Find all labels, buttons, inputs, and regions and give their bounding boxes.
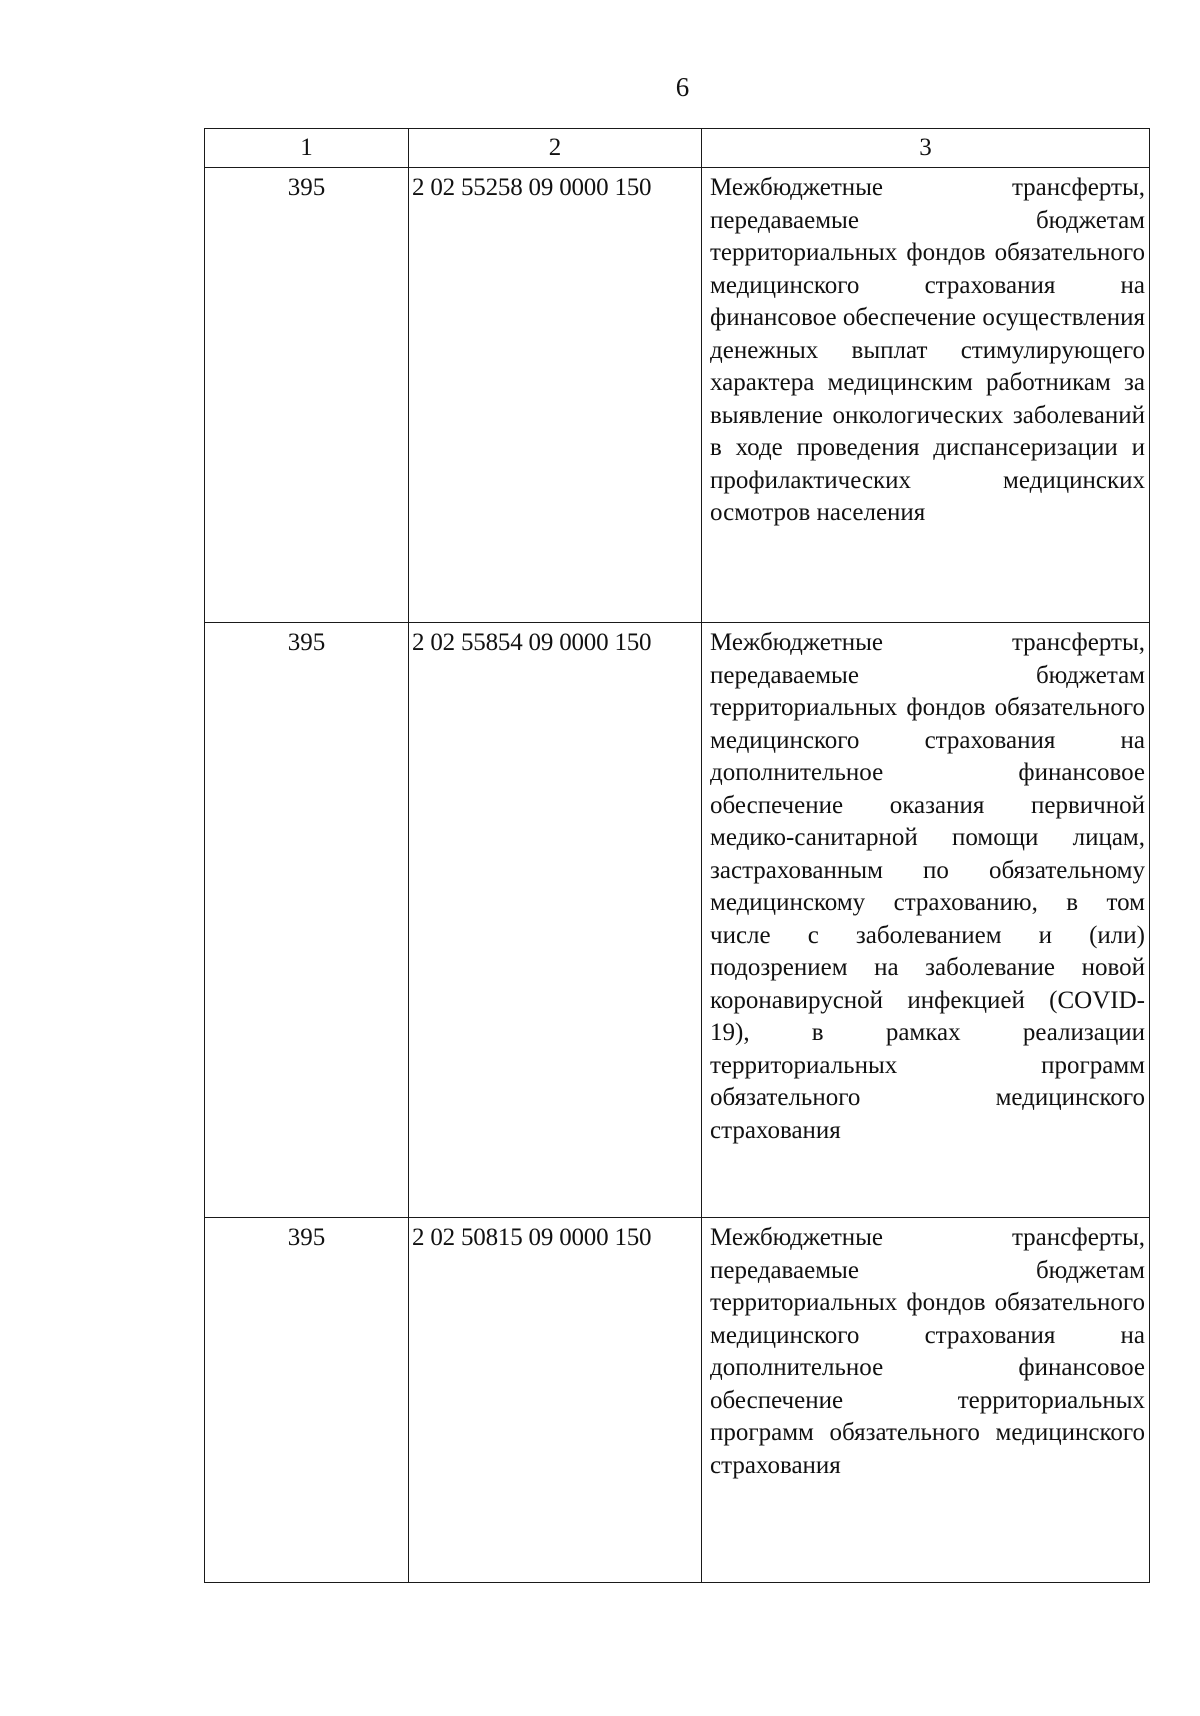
- description-cell: Межбюджетные трансферты, передаваемые бюджетам территориальных фондов обязательного медицинского страхования на дополнительное финансовое обеспечение оказания первичной медико-санитарной помощи лицам, застрахованным по обязательному медицинскому страхованию, в том числе с заболеванием и (или) подозрением на заболевание новой коронавирусной инфекцией (COVID-19), в рамках реализации территориальных программ обязательного медицинского страхования: [702, 623, 1150, 1218]
- description-cell: Межбюджетные трансферты, передаваемые бюджетам территориальных фондов обязательного медицинского страхования на дополнительное финансовое обеспечение территориальных программ обязательного медицинского страхования: [702, 1218, 1150, 1583]
- budget-code-cell: 2 02 50815 09 0000 150: [409, 1218, 702, 1583]
- page-number: 6: [675, 72, 690, 102]
- budget-code-cell: 2 02 55258 09 0000 150: [409, 168, 702, 623]
- description-cell: Межбюджетные трансферты, передаваемые бюджетам территориальных фондов обязательного медицинского страхования на финансовое обеспечение осуществления денежных выплат стимулирующего характера медицинским работникам за выявление онкологических заболеваний в ходе проведения диспансеризации и профилактических медицинских осмотров населения: [702, 168, 1150, 623]
- table-row: [205, 623, 1150, 1218]
- admin-code-cell: 395: [205, 623, 409, 1218]
- admin-code-cell: 395: [205, 1218, 409, 1583]
- admin-code-cell: 395: [205, 168, 409, 623]
- budget-classification-table: [204, 128, 1150, 1583]
- column-header-2: 2: [409, 129, 702, 168]
- column-header-3: 3: [702, 129, 1150, 168]
- column-header-1: 1: [205, 129, 409, 168]
- budget-code-cell: 2 02 55854 09 0000 150: [409, 623, 702, 1218]
- table-row: [205, 168, 1150, 623]
- table-header-row: [205, 129, 1150, 168]
- table-row: [205, 1218, 1150, 1583]
